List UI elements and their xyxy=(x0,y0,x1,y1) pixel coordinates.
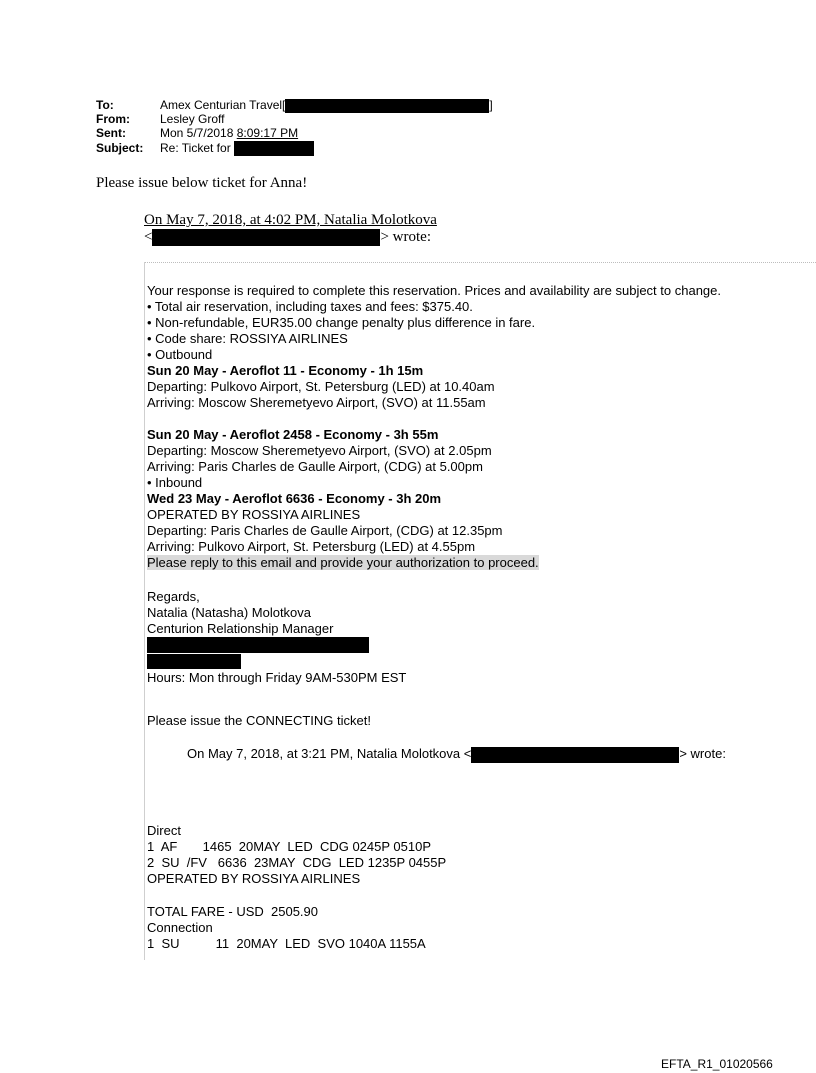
regards: Regards, xyxy=(147,589,200,604)
nested-quote-header xyxy=(187,746,726,763)
from-label: From: xyxy=(96,112,130,126)
flight2-depart: Departing: Moscow Sheremetyevo Airport, (SVO) at 2.05pm xyxy=(147,443,492,458)
redaction-block xyxy=(152,229,380,246)
quote-header-line1 xyxy=(144,212,437,229)
redaction-block xyxy=(285,99,489,113)
quote-left-border xyxy=(144,262,145,960)
sent-label: Sent: xyxy=(96,126,126,140)
nested-quote-prefix: On May 7, 2018, at 3:21 PM, Natalia Molotkova < xyxy=(187,746,472,761)
sent-date: Mon 5/7/2018 xyxy=(160,126,234,140)
sent-time: 8:09:17 PM xyxy=(236,126,299,140)
quote-date-link[interactable]: On May 7, 2018, at 4:02 PM, Natalia Molotkova xyxy=(144,212,437,228)
redaction-block xyxy=(147,637,369,653)
office-hours: Hours: Mon through Friday 9AM-530PM EST xyxy=(147,670,407,685)
reply-request xyxy=(147,555,539,571)
redaction-block xyxy=(471,747,679,763)
flight3-arrive: Arriving: Pulkovo Airport, St. Petersburg (LED) at 4.55pm xyxy=(147,539,476,554)
to-close: ] xyxy=(489,98,493,112)
total-fare: TOTAL FARE - USD 2505.90 xyxy=(147,904,318,919)
direct-itinerary-line: 1 AF 1465 20MAY LED CDG 0245P 0510P xyxy=(147,839,432,854)
redaction-block xyxy=(147,654,241,669)
msg-bullet: • Code share: ROSSIYA AIRLINES xyxy=(147,331,348,346)
connection-itinerary-line: 1 SU 11 20MAY LED SVO 1040A 1155A xyxy=(147,936,426,951)
flight1-arrive: Arriving: Moscow Sheremetyevo Airport, (SVO) at 11.55am xyxy=(147,395,486,410)
direct-label: Direct xyxy=(147,823,181,838)
subject-value: Re: Ticket for xyxy=(160,141,231,155)
flight1-title: Sun 20 May - Aeroflot 11 - Economy - 1h 15m xyxy=(147,363,424,378)
direct-itinerary-line: 2 SU /FV 6636 23MAY CDG LED 1235P 0455P xyxy=(147,855,447,870)
flight3-operated: OPERATED BY ROSSIYA AIRLINES xyxy=(147,507,361,522)
flight1-depart: Departing: Pulkovo Airport, St. Petersburg (LED) at 10.40am xyxy=(147,379,495,394)
flight2-title: Sun 20 May - Aeroflot 2458 - Economy - 3h 55m xyxy=(147,427,439,442)
quote-wrote: > wrote: xyxy=(380,229,431,245)
msg-bullet: • Non-refundable, EUR35.00 change penalty plus difference in fare. xyxy=(147,315,536,330)
header-to-row xyxy=(96,98,493,113)
header-sent-row xyxy=(96,126,298,140)
connection-label: Connection xyxy=(147,920,213,935)
inbound-bullet: • Inbound xyxy=(147,475,203,490)
document-id: EFTA_R1_01020566 xyxy=(661,1057,773,1071)
reply-request-text: Please reply to this email and provide your authorization to proceed. xyxy=(147,555,539,570)
quote-lt: < xyxy=(144,229,153,245)
signature-title: Centurion Relationship Manager xyxy=(147,621,334,636)
to-label: To: xyxy=(96,98,114,112)
from-value: Lesley Groff xyxy=(160,112,225,126)
flight3-depart: Departing: Paris Charles de Gaulle Airport, (CDG) at 12.35pm xyxy=(147,523,503,538)
subject-label: Subject: xyxy=(96,141,144,155)
quote-header-line2 xyxy=(144,229,431,246)
msg-intro: Your response is required to complete this reservation. Prices and availability are subject to change. xyxy=(147,283,721,298)
direct-operated: OPERATED BY ROSSIYA AIRLINES xyxy=(147,871,361,886)
msg-bullet: • Outbound xyxy=(147,347,213,362)
redaction-block xyxy=(234,141,314,156)
quote-divider xyxy=(144,262,816,264)
msg-bullet: • Total air reservation, including taxes and fees: $375.40. xyxy=(147,299,473,314)
flight3-title: Wed 23 May - Aeroflot 6636 - Economy - 3h 20m xyxy=(147,491,442,506)
header-subject-row xyxy=(96,141,314,156)
body-intro: Please issue below ticket for Anna! xyxy=(96,175,308,191)
to-value: Amex Centurian Travel[ xyxy=(160,98,286,112)
nested-quote-suffix: > wrote: xyxy=(679,746,726,761)
header-from-row xyxy=(96,112,224,126)
signature-name: Natalia (Natasha) Molotkova xyxy=(147,605,312,620)
connecting-request: Please issue the CONNECTING ticket! xyxy=(147,713,371,728)
flight2-arrive: Arriving: Paris Charles de Gaulle Airport, (CDG) at 5.00pm xyxy=(147,459,483,474)
